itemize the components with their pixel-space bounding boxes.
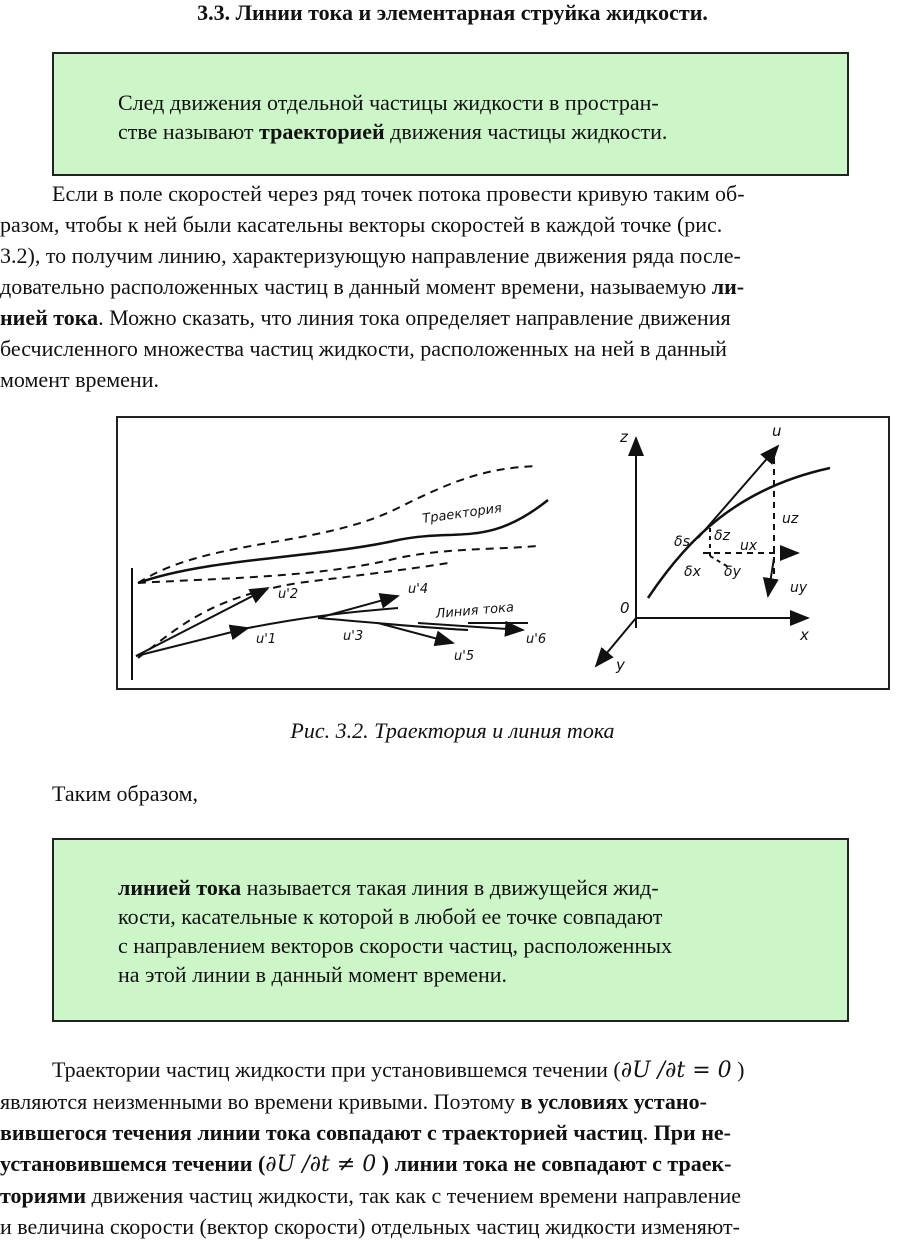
label-trajectory: Траектория xyxy=(421,500,503,527)
term-trajectory: траекторией xyxy=(259,119,385,144)
label-streamline: Линия тока xyxy=(435,600,515,622)
label-u5: u'5 xyxy=(454,649,475,664)
vector-u6 xyxy=(418,623,523,630)
label-origin: 0 xyxy=(620,599,630,617)
label-uy: uy xyxy=(790,580,808,596)
section-title: 3.3. Линии тока и элементарная струйка жидкости. xyxy=(197,0,708,25)
vector-u4 xyxy=(318,596,398,618)
label-ux: ux xyxy=(740,538,758,554)
label-y: y xyxy=(616,656,625,674)
term-streamline: ли- xyxy=(711,274,745,299)
term-streamline-def: линией тока xyxy=(118,875,242,900)
middle-dashed-curve xyxy=(138,546,538,583)
label-ds: δs xyxy=(674,534,690,550)
label-u3: u'3 xyxy=(343,629,364,644)
label-u4: u'4 xyxy=(408,582,429,597)
velocity-vector-u xyxy=(698,446,778,538)
label-dy: δy xyxy=(724,564,741,580)
label-u: u xyxy=(772,422,782,440)
label-u2: u'2 xyxy=(278,587,299,602)
definition-box-streamline: линией тока называется такая линия в движущейся жид- кости, касательные к которой в любой ее точке совпадают с направлением векторов скорости частиц, расположенных на этой линии в данный момент времени. xyxy=(52,838,849,1022)
definition-line: След движения отдельной частицы жидкости в простран- xyxy=(118,90,659,115)
figure-drawing xyxy=(118,418,888,688)
label-dx: δx xyxy=(684,564,701,580)
vector-u1 xyxy=(136,628,248,656)
formula-unsteady: ∂U /∂t ≠ 0 xyxy=(265,1152,377,1177)
label-uz: uz xyxy=(782,511,799,527)
label-z: z xyxy=(620,428,628,446)
thus-line: Таким образом, xyxy=(52,781,199,806)
label-x: x xyxy=(800,626,809,644)
paragraph-steady-flow: Траектории частиц жидкости при установившемся течении (∂U /∂t = 0 ) являются неизменными во времени кривыми. Поэтому в условиях устано- вившегося течения линии тока совпадают с траекторией частиц. При не- установившемся течении (∂U /∂t ≠ 0 ) линии тока не совпадают с траек- ториями движения частиц жидкости, так как с течением времени направление и величина скорости (вектор скорости) отдельных частиц жидкости изменяют- xyxy=(0,1057,745,1239)
upper-dashed-curve xyxy=(138,466,538,583)
figure-trajectory-streamline xyxy=(116,416,890,690)
uy-arrow xyxy=(768,558,774,596)
label-u6: u'6 xyxy=(526,632,547,647)
label-u1: u'1 xyxy=(256,632,277,647)
formula-steady: ∂U /∂t = 0 xyxy=(620,1058,732,1083)
definition-box-trajectory xyxy=(52,52,849,176)
paragraph-streamline: Если в поле скоростей через ряд точек потока провести кривую таким об- разом, чтобы к ней были касательны векторы скоростей в каждой точке (рис. 3.2), то получим линию, характеризующую направление движения ряда после- довательно расположенных частиц в данный момент времени, называемую ли- нией тока. Можно сказать, что линия тока определяет направление движения бесчисленного множества частиц жидкости, расположенных на ней в данный момент времени. xyxy=(0,181,745,392)
label-dz: δz xyxy=(714,528,730,544)
definition-line: стве называют траекторией движения частицы жидкости. xyxy=(118,119,668,144)
vector-u2 xyxy=(136,588,268,656)
figure-caption: Рис. 3.2. Траектория и линия тока xyxy=(290,718,615,743)
